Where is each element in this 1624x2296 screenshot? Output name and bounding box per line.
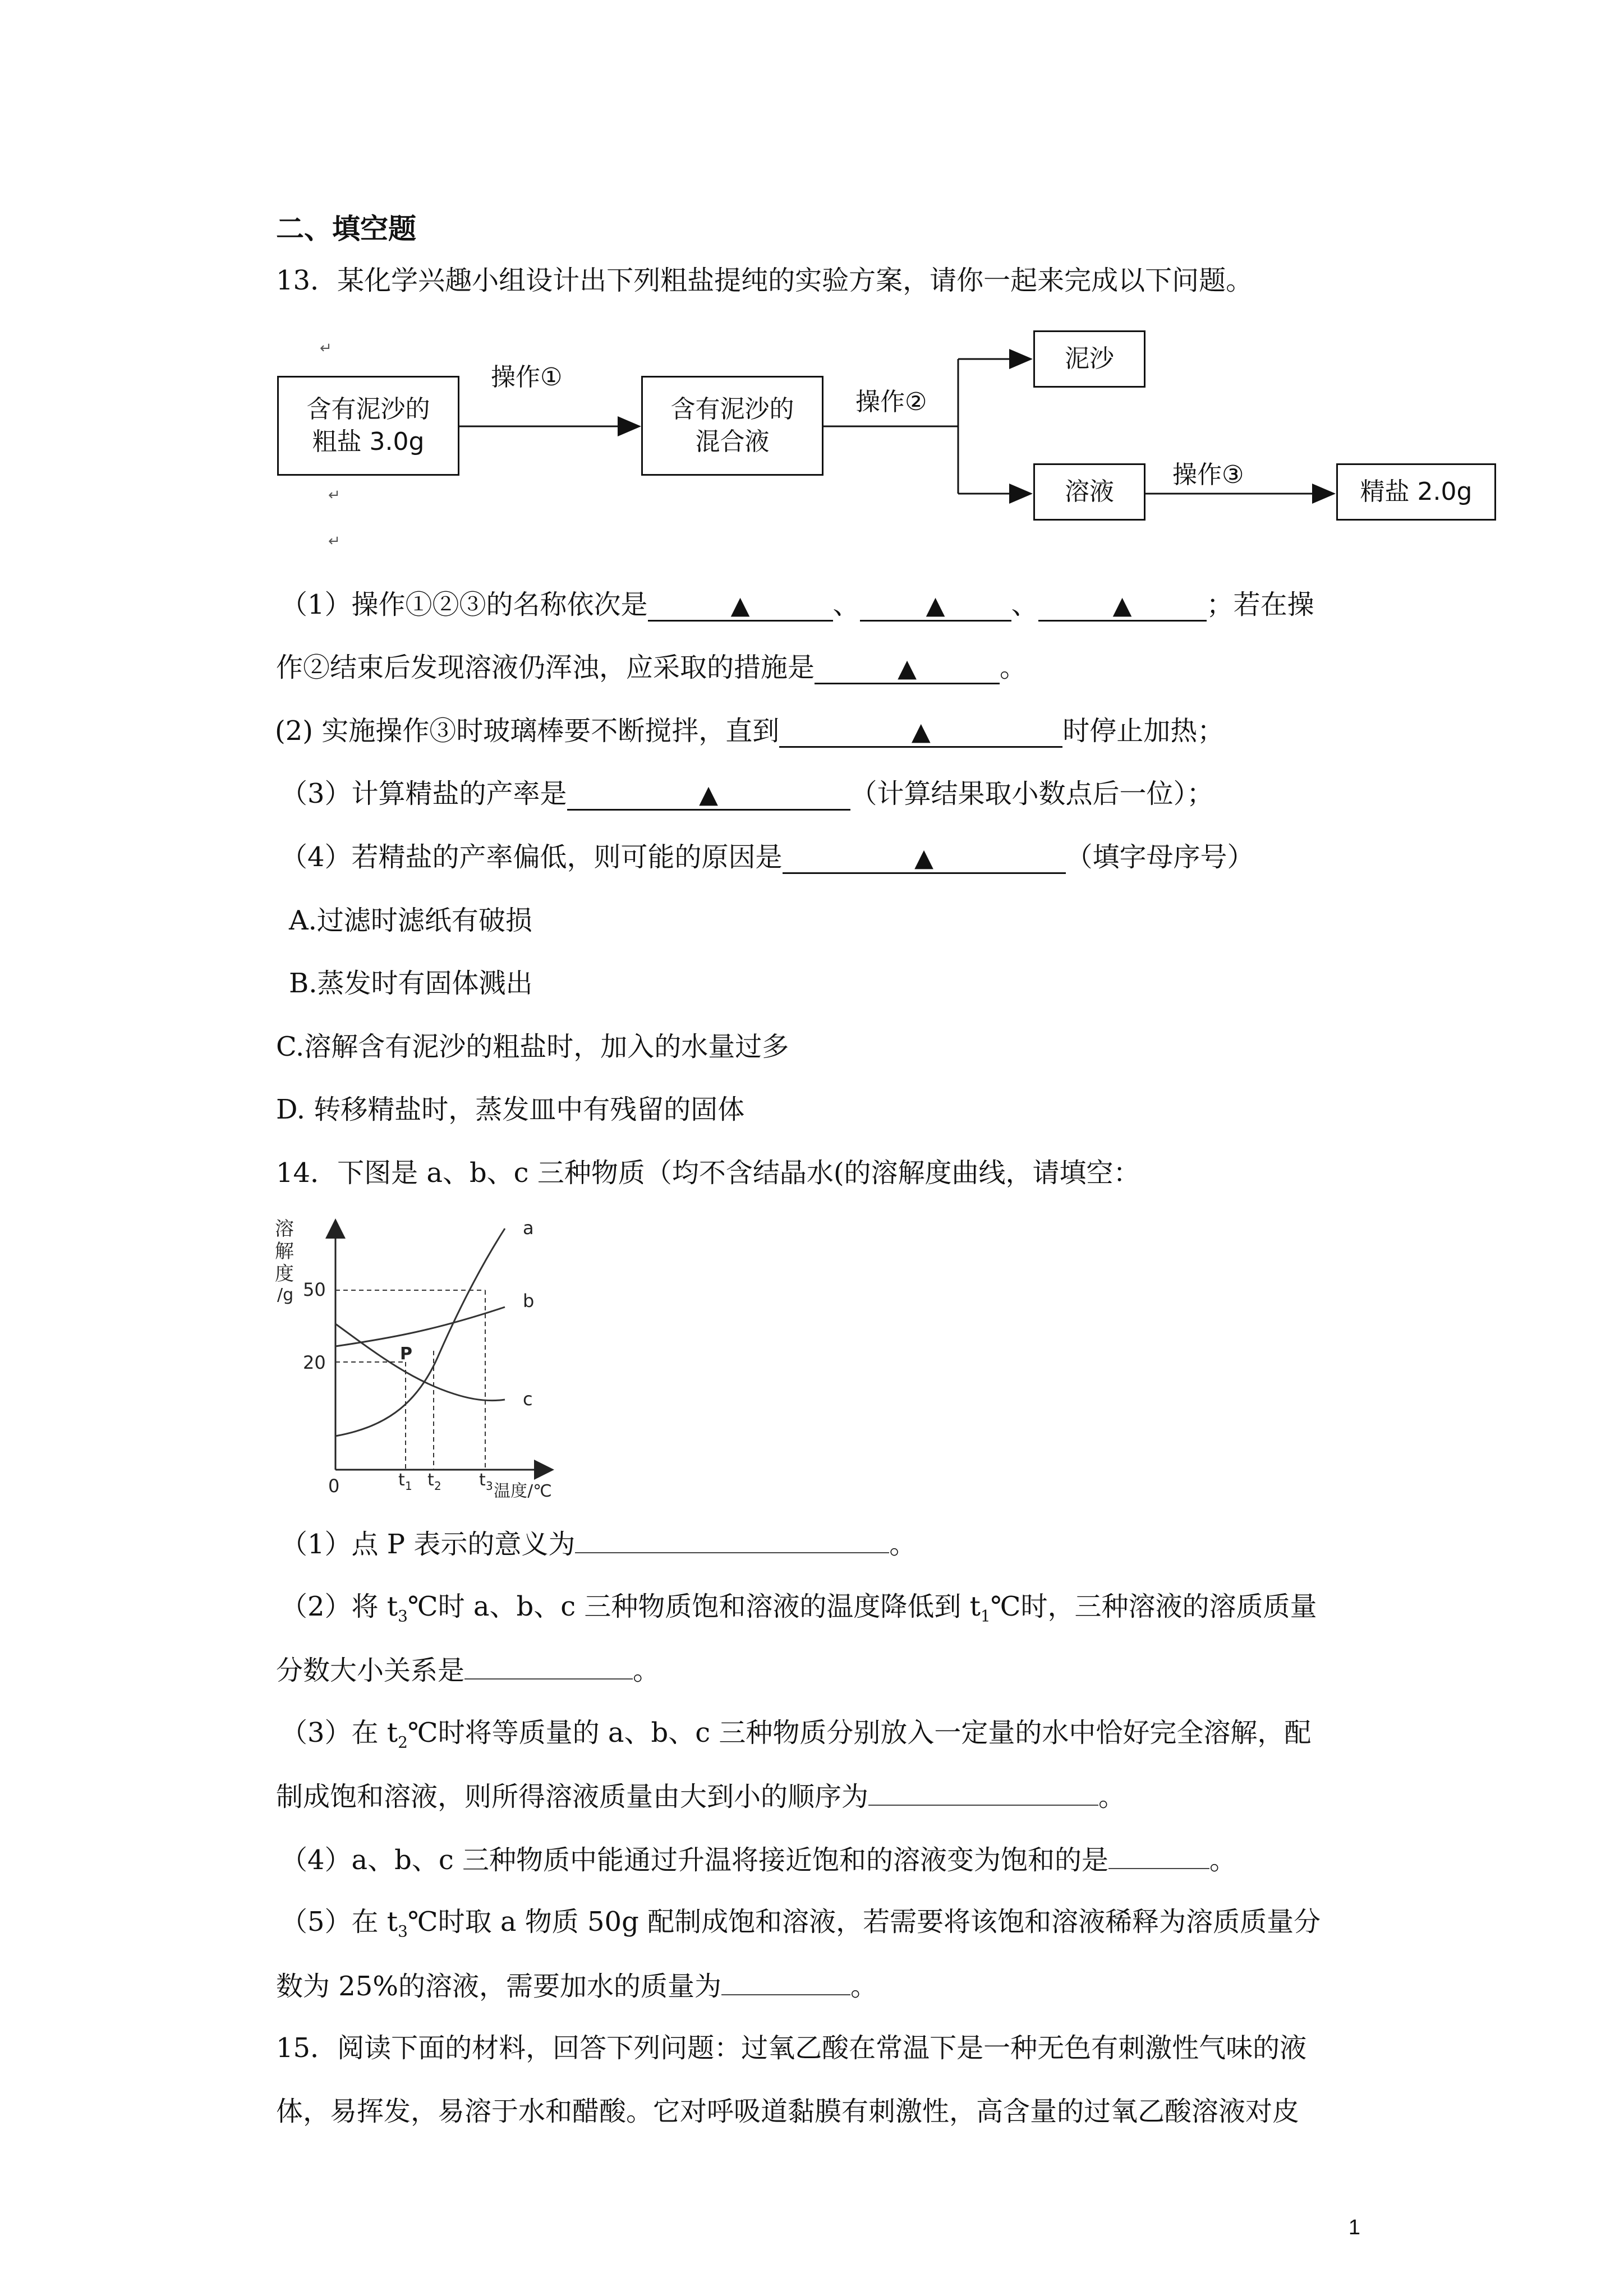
answer-line[interactable] (1108, 1842, 1209, 1869)
box-fine-salt: 精盐 2.0g (1336, 463, 1496, 521)
box-crude-line1: 含有泥沙的 (306, 395, 430, 424)
return-mark: ↵ (328, 487, 341, 504)
q14-part5-line2: 数为 25%的溶液，需要加水的质量为 。 (276, 1968, 877, 2003)
q13-part4: （4）若精盐的产率偏低，则可能的原因是 ▲ （填字母序号） (280, 841, 1254, 873)
tick-t2-sub: 2 (434, 1479, 441, 1493)
answer-line[interactable] (575, 1526, 889, 1553)
q14-part1: （1）点 P 表示的意义为 。 (280, 1526, 916, 1561)
answer-blank[interactable]: ▲ (567, 780, 850, 811)
point-p-label: P (400, 1344, 412, 1364)
q14-part2-line1: （2）将 $t_3℃$时 a、b、c 三种物质饱和溶液的温度降低到 $t_1℃$时，三种溶液的溶质质量 (280, 1591, 1317, 1626)
q14-part3-line2: 制成饱和溶液，则所得溶液质量由大到小的顺序为 。 (276, 1779, 1125, 1814)
label-op2: 操作② (855, 388, 927, 416)
q14-part2-line2: 分数大小关系是 。 (276, 1653, 660, 1687)
answer-blank[interactable]: ▲ (648, 591, 833, 622)
tick-t1: t (398, 1470, 405, 1490)
option-a: A.过滤时滤纸有破损 (289, 905, 532, 936)
q13-part2: (2) 实施操作③时玻璃棒要不断搅拌，直到 ▲ 时停止加热； (275, 715, 1225, 747)
answer-blank[interactable]: ▲ (815, 654, 1000, 684)
box-mix-line1: 含有泥沙的 (670, 395, 794, 424)
q13-flowchart (269, 325, 1526, 561)
y-label-unit: /g (277, 1285, 294, 1305)
curve-a-label: a (523, 1217, 534, 1239)
answer-blank[interactable]: ▲ (860, 591, 1011, 622)
curve-c-label: c (523, 1388, 533, 1410)
q15-line1: 15．阅读下面的材料，回答下列问题：过氧乙酸在常温下是一种无色有刺激性气味的液 (276, 2032, 1307, 2064)
tick-t3: t (479, 1470, 486, 1490)
section-title: 二、填空题 (276, 213, 416, 245)
origin-label: 0 (328, 1475, 340, 1497)
curve-b (335, 1307, 505, 1346)
q14-stem: 14．下图是 a、b、c 三种物质（均不含结晶水(的溶解度曲线，请填空： (276, 1157, 1140, 1189)
q14-part4: （4）a、b、c 三种物质中能通过升温将接近饱和的溶液变为饱和的是 。 (280, 1842, 1236, 1877)
answer-blank[interactable]: ▲ (783, 843, 1066, 874)
tick-t2: t (427, 1470, 434, 1490)
box-sand: 泥沙 (1033, 330, 1145, 388)
curve-b-label: b (523, 1290, 535, 1312)
option-c: C.溶解含有泥沙的粗盐时，加入的水量过多 (276, 1031, 789, 1062)
answer-line[interactable] (464, 1653, 633, 1680)
curve-a (335, 1228, 505, 1436)
y-label-2: 解 (275, 1240, 294, 1263)
q14-part3-line1: （3）在 $t_2℃$时将等质量的 a、b、c 三种物质分别放入一定量的水中恰好完全溶解，配 (280, 1717, 1312, 1752)
option-d: D. 转移精盐时，蒸发皿中有残留的固体 (276, 1094, 745, 1125)
y-label-3: 度 (275, 1263, 294, 1285)
solubility-diagram (269, 1212, 628, 1498)
answer-line[interactable] (868, 1779, 1098, 1806)
box-solution: 溶液 (1033, 463, 1145, 521)
tick-t3-sub: 3 (486, 1479, 493, 1493)
answer-line[interactable] (721, 1968, 850, 1995)
label-op1: 操作① (491, 363, 563, 392)
box-crude-line2: 粗盐 3.0g (312, 427, 425, 456)
y-label-1: 溶 (275, 1218, 294, 1240)
option-b: B.蒸发时有固体溅出 (289, 968, 533, 999)
q13-part1-line1: （1）操作①②③的名称依次是 ▲ 、 ▲ 、 ▲ ；若在操 (280, 589, 1314, 620)
q15-line2: 体，易挥发，易溶于水和醋酸。它对呼吸道黏膜有刺激性，高含量的过氧乙酸溶液对皮 (276, 2096, 1300, 2127)
answer-blank[interactable]: ▲ (779, 717, 1062, 748)
q14-part5-line1: （5）在 $t_3℃$时取 a 物质 50g 配制成饱和溶液，若需要将该饱和溶液稀释为溶质质量分 (280, 1906, 1321, 1941)
tick-20: 20 (303, 1352, 326, 1373)
q13-stem: 13．某化学兴趣小组设计出下列粗盐提纯的实验方案，请你一起来完成以下问题。 (276, 265, 1253, 296)
page-number: 1 (1348, 2216, 1360, 2239)
q13-part1-line2: 作②结束后发现溶液仍浑浊，应采取的措施是 ▲ 。 (276, 652, 1027, 683)
box-mixture (641, 376, 823, 476)
x-axis-label: 温度/℃ (494, 1481, 552, 1498)
label-op3: 操作③ (1172, 461, 1244, 489)
box-mix-line2: 混合液 (695, 427, 770, 456)
return-mark: ↵ (320, 340, 332, 357)
return-mark: ↵ (328, 533, 341, 550)
box-crude-salt (277, 376, 459, 476)
q13-part3: （3）计算精盐的产率是 ▲ （计算结果取小数点后一位）； (280, 778, 1214, 809)
solubility-curves (269, 1212, 628, 1498)
tick-t1-sub: 1 (405, 1479, 412, 1493)
answer-blank[interactable]: ▲ (1038, 591, 1207, 622)
tick-50: 50 (303, 1279, 326, 1300)
